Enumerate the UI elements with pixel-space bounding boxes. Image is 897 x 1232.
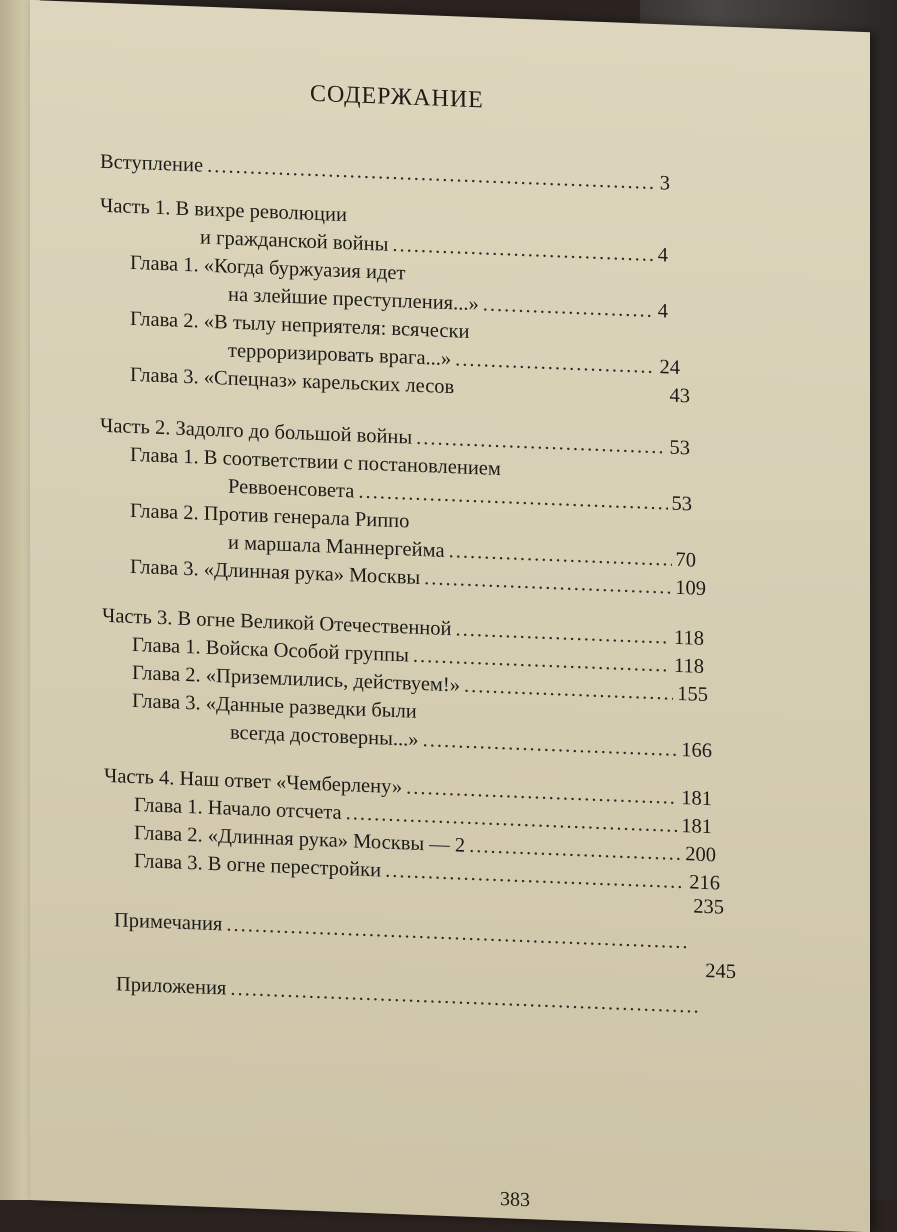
toc-label: и гражданской войны [200,226,389,256]
toc-label: терроризировать врага...» [228,339,452,371]
leader-dots [456,618,671,649]
leader-dots [449,540,672,572]
toc-label: Глава 2. «Приземлились, действуем!» [132,661,460,697]
toc-label: и маршала Маннергейма [228,531,445,562]
toc-page: 53 [671,492,692,516]
chapter-2-1-title: Глава 1. В соответствии с постановлением [130,443,501,481]
chapter-2-2-title: Глава 2. Против генерала Риппо [130,499,410,533]
toc-label: Приложения [116,973,227,1000]
leader-dots [392,234,653,267]
chapter-3-3-title: Глава 3. «Данные разведки были [132,689,417,723]
toc-label: Глава 3. В огне перестройки [134,849,382,882]
toc-page: 118 [674,654,704,678]
toc-label: на злейшие преступления...» [228,283,479,316]
toc-page: 109 [675,576,706,600]
toc-page: 70 [675,548,696,572]
toc-page: 235 [693,895,724,919]
toc-label: Реввоенсовета [228,475,355,503]
leader-dots [406,776,677,809]
leader-dots [416,427,665,460]
chapter-1-2-title: Глава 2. «В тылу неприятеля: всячески [130,307,470,343]
toc-page: 200 [685,843,716,867]
toc-page: 4 [657,300,668,323]
toc-page: 166 [681,739,712,763]
book-page [30,0,870,1232]
chapter-3-3-entry [230,722,712,764]
toc-label: Глава 3. «Длинная рука» Москвы [130,555,421,589]
toc-page: 53 [669,436,690,460]
leader-dots [385,860,685,895]
toc-label: Глава 1. Войска Особой группы [132,633,409,667]
toc-page: 4 [657,244,668,267]
toc-label: Примечания [114,909,223,936]
leader-dots [226,914,689,955]
toc-label: Глава 1. Начало отсчета [134,793,342,824]
toc-label: Часть 3. В огне Великой Отечественной [102,604,452,641]
toc-title: СОДЕРЖАНИЕ [310,80,484,114]
toc-entry-appendix [116,959,736,1020]
toc-entry-intro [100,151,670,196]
toc-entry-notes [114,895,724,955]
toc-page: 245 [705,959,736,984]
leader-dots [207,155,656,195]
toc-page: 181 [681,815,712,839]
leader-dots [413,645,670,678]
leader-dots [230,978,701,1019]
toc-page: 43 [669,384,690,408]
toc-label: Часть 4. Наш ответ «Чемберлену» [104,764,403,799]
leader-dots [464,675,673,706]
leader-dots [455,348,655,379]
toc-page: 216 [689,871,720,895]
toc-label: Часть 2. Задолго до большой войны [100,414,413,449]
leader-dots [483,293,654,323]
toc-label: Вступление [100,150,204,177]
toc-label: Глава 2. «Длинная рука» Москвы — 2 [134,821,466,857]
page-number: 383 [500,1188,530,1212]
leader-dots [423,729,678,762]
part-1-title: Часть 1. В вихре революции [100,194,347,227]
leader-dots [469,835,681,866]
table-of-contents [100,43,740,1212]
toc-label: Глава 3. «Спецназ» карельских лесов [130,363,455,399]
toc-page: 24 [659,356,680,379]
toc-page: 181 [681,787,712,811]
toc-page: 118 [674,626,704,650]
toc-page: 155 [677,682,708,707]
chapter-1-1-title: Глава 1. «Когда буржуазия идет [130,251,406,285]
toc-label: всегда достоверны...» [230,721,419,751]
leader-dots [424,567,671,599]
toc-page: 3 [659,172,670,195]
